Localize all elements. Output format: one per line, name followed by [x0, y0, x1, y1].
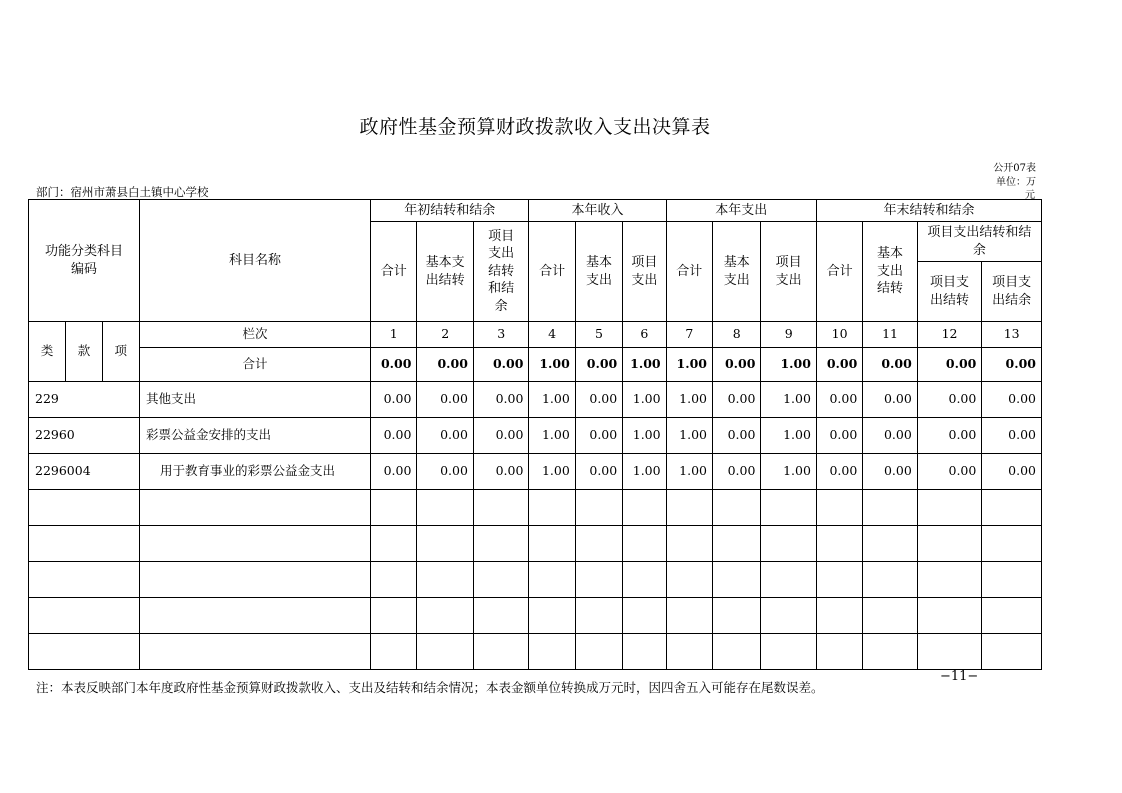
table-row	[29, 454, 1042, 490]
col-num: 12	[917, 322, 982, 348]
header-col-total4: 合计	[816, 222, 862, 322]
cell: 0.00	[917, 382, 982, 418]
col-num: 4	[529, 322, 575, 348]
cell: 0.00	[473, 382, 528, 418]
header-col-proj-carry-balance: 项目支出结转和结余	[473, 222, 528, 322]
cell: 1.00	[761, 454, 816, 490]
cell: 1.00	[666, 418, 712, 454]
cell: 0.00	[863, 382, 917, 418]
header-col-basic2: 基本支出	[575, 222, 622, 322]
col-num: 9	[761, 322, 816, 348]
cell: 1.00	[529, 454, 575, 490]
cell: 1.00	[623, 418, 666, 454]
page-title: 政府性基金预算财政拨款收入支出决算表	[359, 116, 711, 138]
cell: 0.00	[816, 454, 862, 490]
cell: 0.00	[816, 382, 862, 418]
header-func-code: 功能分类科目编码	[29, 200, 140, 322]
cell: 0.00	[713, 382, 761, 418]
total-label: 合计	[139, 348, 370, 382]
row-code: 2296004	[29, 454, 140, 490]
form-code: 公开07表	[993, 163, 1036, 174]
empty-row	[29, 598, 1042, 634]
footnote: 注：本表反映部门本年度政府性基金预算财政拨款收入、支出及结转和结余情况；本表金额单位转换成万元时，因四舍五入可能存在尾数误差。	[36, 680, 824, 695]
cell: 0.00	[417, 382, 474, 418]
table-row	[29, 382, 1042, 418]
header-col-total2: 合计	[529, 222, 575, 322]
total-value: 1.00	[623, 348, 666, 382]
total-value: 0.00	[473, 348, 528, 382]
col-num: 5	[575, 322, 622, 348]
col-num: 2	[417, 322, 474, 348]
department-label: 部门：宿州市萧县白土镇中心学校	[36, 185, 209, 199]
cell: 0.00	[371, 382, 417, 418]
total-value: 0.00	[371, 348, 417, 382]
cell: 0.00	[575, 454, 622, 490]
empty-row	[29, 562, 1042, 598]
row-code: 22960	[29, 418, 140, 454]
col-num: 10	[816, 322, 862, 348]
header-col-proj3: 项目支出	[761, 222, 816, 322]
row-name: 其他支出	[139, 382, 370, 418]
row-code: 229	[29, 382, 140, 418]
header-kuan: 款	[66, 322, 102, 382]
cell: 0.00	[473, 418, 528, 454]
header-col-proj2: 项目支出	[623, 222, 666, 322]
col-num: 6	[623, 322, 666, 348]
cell: 1.00	[761, 418, 816, 454]
cell: 0.00	[575, 382, 622, 418]
total-value: 1.00	[761, 348, 816, 382]
total-value: 0.00	[713, 348, 761, 382]
col-num: 1	[371, 322, 417, 348]
col-num: 13	[982, 322, 1042, 348]
cell: 0.00	[417, 454, 474, 490]
total-value: 1.00	[529, 348, 575, 382]
empty-row	[29, 490, 1042, 526]
cell: 1.00	[623, 382, 666, 418]
cell: 0.00	[713, 418, 761, 454]
header-col-basic-carry4: 基本支出结转	[863, 222, 917, 322]
cell: 1.00	[529, 382, 575, 418]
header-col-proj-carry4: 项目支出结转	[917, 262, 982, 322]
unit-label: 单位：万	[996, 177, 1036, 188]
header-lei: 类	[29, 322, 66, 382]
header-group-expense: 本年支出	[666, 200, 816, 222]
cell: 0.00	[982, 418, 1042, 454]
cell: 1.00	[761, 382, 816, 418]
cell: 0.00	[713, 454, 761, 490]
header-group-income: 本年收入	[529, 200, 666, 222]
header-xiang: 项	[102, 322, 139, 382]
unit-label-cont: 元	[1025, 190, 1035, 201]
header-lanci: 栏次	[139, 322, 370, 348]
cell: 0.00	[917, 454, 982, 490]
total-value: 0.00	[982, 348, 1042, 382]
col-num: 3	[473, 322, 528, 348]
total-value: 1.00	[666, 348, 712, 382]
header-group-end: 年末结转和结余	[816, 200, 1041, 222]
cell: 0.00	[917, 418, 982, 454]
col-num: 7	[666, 322, 712, 348]
header-col-total1: 合计	[371, 222, 417, 322]
page-number: −11−	[940, 669, 979, 684]
empty-row	[29, 526, 1042, 562]
cell: 0.00	[982, 382, 1042, 418]
table-row	[29, 418, 1042, 454]
total-value: 0.00	[816, 348, 862, 382]
budget-table	[28, 199, 1042, 670]
header-col-basic-carry: 基本支出结转	[417, 222, 474, 322]
col-num: 8	[713, 322, 761, 348]
col-num: 11	[863, 322, 917, 348]
cell: 0.00	[371, 454, 417, 490]
header-name: 科目名称	[139, 200, 370, 322]
cell: 0.00	[863, 454, 917, 490]
cell: 1.00	[666, 382, 712, 418]
header-col-total3: 合计	[666, 222, 712, 322]
cell: 0.00	[417, 418, 474, 454]
header-col-basic3: 基本支出	[713, 222, 761, 322]
empty-row	[29, 634, 1042, 670]
cell: 0.00	[371, 418, 417, 454]
header-sub-end-project: 项目支出结转和结余	[917, 222, 1041, 262]
cell: 1.00	[623, 454, 666, 490]
cell: 0.00	[863, 418, 917, 454]
cell: 1.00	[529, 418, 575, 454]
cell: 0.00	[982, 454, 1042, 490]
header-group-begin: 年初结转和结余	[371, 200, 529, 222]
row-name: 用于教育事业的彩票公益金支出	[139, 454, 370, 490]
total-value: 0.00	[417, 348, 474, 382]
total-value: 0.00	[917, 348, 982, 382]
row-name: 彩票公益金安排的支出	[139, 418, 370, 454]
total-value: 0.00	[863, 348, 917, 382]
cell: 0.00	[575, 418, 622, 454]
cell: 0.00	[816, 418, 862, 454]
header-col-proj-balance4: 项目支出结余	[982, 262, 1042, 322]
cell: 1.00	[666, 454, 712, 490]
cell: 0.00	[473, 454, 528, 490]
total-value: 0.00	[575, 348, 622, 382]
